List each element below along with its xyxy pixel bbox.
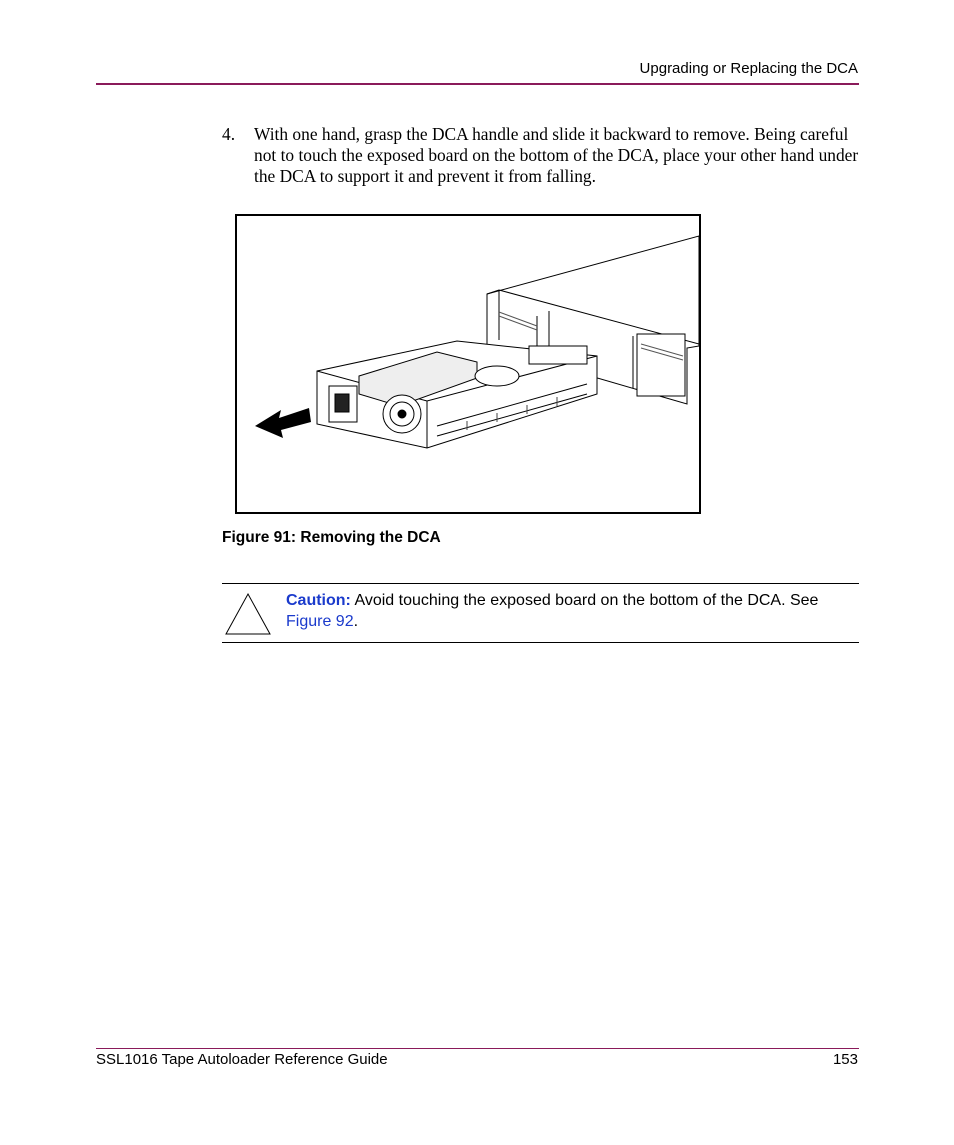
procedure-step <box>222 124 862 187</box>
caution-note <box>286 590 856 632</box>
dca-removal-drawing <box>237 216 699 512</box>
page-number: 153 <box>832 1051 858 1068</box>
removal-arrow-icon <box>255 408 311 438</box>
caution-triangle-icon <box>224 592 272 636</box>
header-rule <box>96 83 859 85</box>
caution-top-rule <box>222 583 859 584</box>
step-number: 4. <box>222 124 236 144</box>
caution-period: . <box>353 613 359 630</box>
footer-guide-title: SSL1016 Tape Autoloader Reference Guide <box>96 1051 388 1068</box>
running-header: Upgrading or Replacing the DCA <box>639 60 858 77</box>
step-text: With one hand, grasp the DCA handle and slide it backward to remove. Being careful not to touch the exposed board on the bottom of the DCA, place your other hand under the DCA to support it and prevent it from falling. <box>254 124 859 186</box>
footer-rule <box>96 1048 859 1049</box>
caution-label: Caution: <box>286 592 351 609</box>
caution-bottom-rule <box>222 642 859 643</box>
figure-caption: Figure 91: Removing the DCA <box>222 529 441 546</box>
figure-illustration <box>235 214 701 514</box>
caution-body: Avoid touching the exposed board on the bottom of the DCA. See <box>354 592 819 609</box>
figure-92-link[interactable]: Figure 92 <box>286 613 354 630</box>
